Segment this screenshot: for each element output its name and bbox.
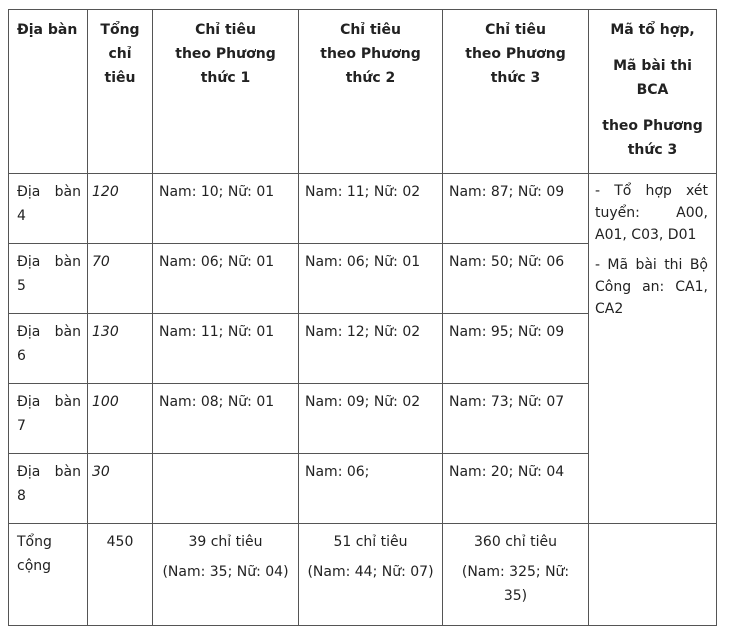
summary-method-1: 39 chỉ tiêu (Nam: 35; Nữ: 04) — [153, 524, 299, 626]
bca-exam-note: - Mã bài thi Bộ Công an: CA1, CA2 — [595, 257, 708, 317]
area-total: 130 — [88, 314, 153, 384]
table-row — [9, 174, 717, 244]
method-2-cell: Nam: 11; Nữ: 02 — [299, 174, 443, 244]
area-name: Địa bàn 8 — [9, 454, 88, 524]
summary-method-2: 51 chỉ tiêu (Nam: 44; Nữ: 07) — [299, 524, 443, 626]
summary-method-3: 360 chỉ tiêu (Nam: 325; Nữ: 35) — [443, 524, 589, 626]
method-2-cell: Nam: 06; Nữ: 01 — [299, 244, 443, 314]
area-total: 120 — [88, 174, 153, 244]
area-total: 70 — [88, 244, 153, 314]
method-3-cell: Nam: 87; Nữ: 09 — [443, 174, 589, 244]
method-2-cell: Nam: 06; — [299, 454, 443, 524]
header-area: Địa bàn — [9, 10, 88, 174]
method-3-cell: Nam: 20; Nữ: 04 — [443, 454, 589, 524]
summary-label: Tổng cộng — [9, 524, 88, 626]
area-name: Địa bàn 6 — [9, 314, 88, 384]
combination-note: - Tổ hợp xét tuyển: A00, A01, C03, D01 — [595, 183, 708, 243]
summary-row — [9, 524, 717, 626]
area-name: Địa bàn 5 — [9, 244, 88, 314]
method-3-cell: Nam: 50; Nữ: 06 — [443, 244, 589, 314]
method-3-cell: Nam: 73; Nữ: 07 — [443, 384, 589, 454]
area-total: 100 — [88, 384, 153, 454]
method-3-cell: Nam: 95; Nữ: 09 — [443, 314, 589, 384]
method-2-cell: Nam: 12; Nữ: 02 — [299, 314, 443, 384]
quota-table — [8, 9, 717, 626]
summary-empty-cell — [589, 524, 717, 626]
method-1-cell: Nam: 06; Nữ: 01 — [153, 244, 299, 314]
header-exam-codes: Mã tổ hợp, Mã bài thi BCA theo Phương thức 3 — [589, 10, 717, 174]
method-1-cell: Nam: 11; Nữ: 01 — [153, 314, 299, 384]
area-total: 30 — [88, 454, 153, 524]
method-1-cell: Nam: 08; Nữ: 01 — [153, 384, 299, 454]
header-method-1: Chỉ tiêu theo Phương thức 1 — [153, 10, 299, 174]
method-1-cell — [153, 454, 299, 524]
header-row — [9, 10, 717, 174]
summary-total: 450 — [88, 524, 153, 626]
header-method-3: Chỉ tiêu theo Phương thức 3 — [443, 10, 589, 174]
method-2-cell: Nam: 09; Nữ: 02 — [299, 384, 443, 454]
header-method-2: Chỉ tiêu theo Phương thức 2 — [299, 10, 443, 174]
area-name: Địa bàn 4 — [9, 174, 88, 244]
method-1-cell: Nam: 10; Nữ: 01 — [153, 174, 299, 244]
header-total: Tổng chỉ tiêu — [88, 10, 153, 174]
area-name: Địa bàn 7 — [9, 384, 88, 454]
exam-codes-cell — [589, 174, 717, 524]
